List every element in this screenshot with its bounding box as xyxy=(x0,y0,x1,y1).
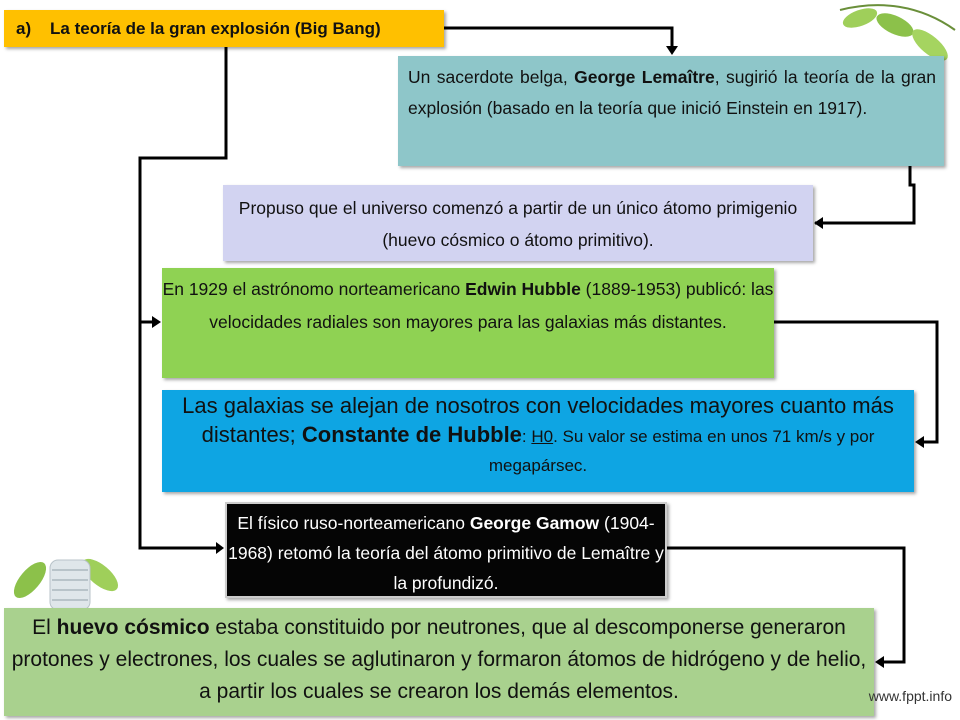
title-marker: a) xyxy=(16,19,32,38)
hubble-constant-box xyxy=(162,390,914,492)
constant-text-before: Las galaxias se alejan de nosotros con velocidades mayores cuanto más distantes; xyxy=(182,393,894,447)
constant-symbol: H0 xyxy=(531,427,554,446)
constant-text-after: . Su valor se estima en unos 71 km/s y por megapársec. xyxy=(488,427,875,475)
hubble-name: Edwin Hubble xyxy=(465,279,581,299)
hubble-text-after: (1889-1953) publicó: las velocidades radiales son mayores para las galaxias más distantes. xyxy=(209,279,774,332)
hubble-box xyxy=(162,268,774,378)
primeval-atom-box xyxy=(223,185,813,261)
hubble-text-before: En 1929 el astrónomo norteamericano xyxy=(162,279,466,299)
bulb-decoration-icon xyxy=(0,520,140,620)
lemaitre-box xyxy=(398,56,944,166)
footer-url: www.fppt.info xyxy=(868,688,952,704)
cosmic-egg-box xyxy=(4,608,874,716)
huevo-text-before: El xyxy=(32,616,57,639)
lemaitre-text-after: , sugirió la teoría de la gran explosión (basado en la teoría que inició Einstein en 1917). xyxy=(408,67,936,118)
gamow-text-before: El físico ruso-norteamericano xyxy=(237,513,470,533)
title-text: La teoría de la gran explosión (Big Bang) xyxy=(50,19,381,38)
gamow-name: George Gamow xyxy=(469,513,600,533)
huevo-term: huevo cósmico xyxy=(56,616,210,639)
gamow-text-after: (1904-1968) retomó la teoría del átomo primitivo de Lemaître y la profundizó. xyxy=(228,513,664,593)
constant-colon: : xyxy=(521,427,532,446)
primeval-text: Propuso que el universo comenzó a partir de un único átomo primigenio (huevo cósmico o átomo primitivo). xyxy=(238,198,798,250)
section-title xyxy=(4,10,444,47)
gamow-box xyxy=(225,502,667,598)
lemaitre-text-before: Un sacerdote belga, xyxy=(408,67,575,87)
lemaitre-name: George Lemaître xyxy=(574,67,715,87)
constant-name: Constante de Hubble xyxy=(301,422,522,447)
huevo-text-after: estaba constituido por neutrones, que al descomponerse generaron protones y electrones, los cuales se aglutinaron y formaron átomos de hidrógeno y de helio, a partir los cuales se crearon los demás elementos. xyxy=(11,616,867,703)
